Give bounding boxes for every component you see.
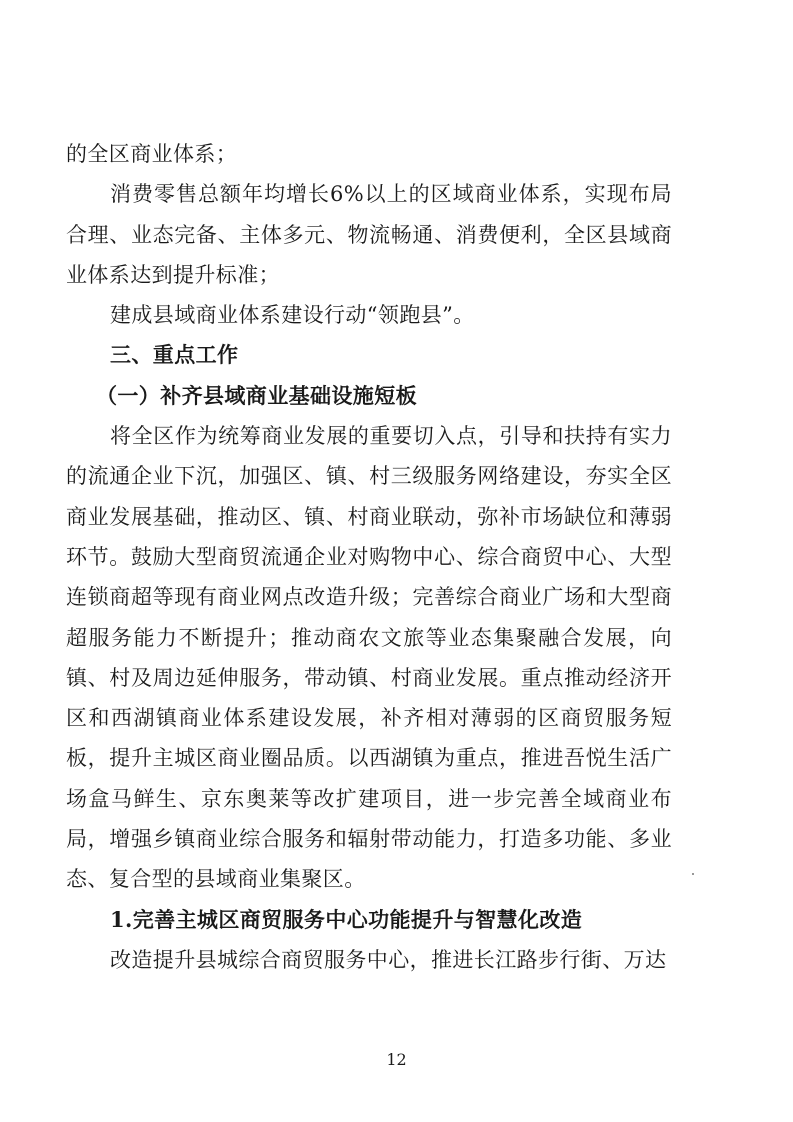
page-number: 12	[386, 1050, 407, 1069]
paragraph-upgrade: 改造提升县城综合商贸服务中心，推进长江路步行街、万达	[110, 947, 667, 972]
scan-speck	[692, 873, 694, 875]
paragraph-infrastructure: 将全区作为统筹商业发展的重要切入点，引导和扶持有实力的流通企业下沉，加强区、镇、村三级服务网络建设，夯实全区商业发展基础，推动区、镇、村商业联动，弥补市场缺位和薄弱环节。鼓励大型商贸流通企业对购物中心、综合商贸中心、大型连锁商超等现有商业网点改造升级；完善综合商业广场和大型商超服务能力不断提升；推动商农文旅等业态集聚融合发展，向镇、村及周边延伸服务，带动镇、村商业发展。重点推动经济开区和西湖镇商业体系建设发展，补齐相对薄弱的区商贸服务短板，提升主城区商业圈品质。以西湖镇为重点，推进吾悦生活广场盒马鲜生、京东奥莱等改扩建项目，进一步完善全域商业布局，增强乡镇商业综合服务和辐射带动能力，打造多功能、多业态、复合型的县域商业集聚区。	[66, 424, 672, 892]
paragraph-leading-county: 建成县域商业体系建设行动“领跑县”。	[110, 303, 475, 328]
item-heading-1: 1.完善主城区商贸服务中心功能提升与智慧化改造	[110, 906, 583, 932]
subsection-heading-infrastructure: （一）补齐县域商业基础设施短板	[96, 382, 417, 408]
paragraph-continuation: 的全区商业体系；	[66, 142, 238, 166]
document-body	[66, 134, 672, 980]
paragraph-retail-growth: 消费零售总额年均增长6%以上的区域商业体系，实现布局合理、业态完备、主体多元、物流畅通、消费便利，全区县域商业体系达到提升标准；	[66, 182, 672, 287]
section-heading-key-work: 三、重点工作	[110, 342, 239, 368]
